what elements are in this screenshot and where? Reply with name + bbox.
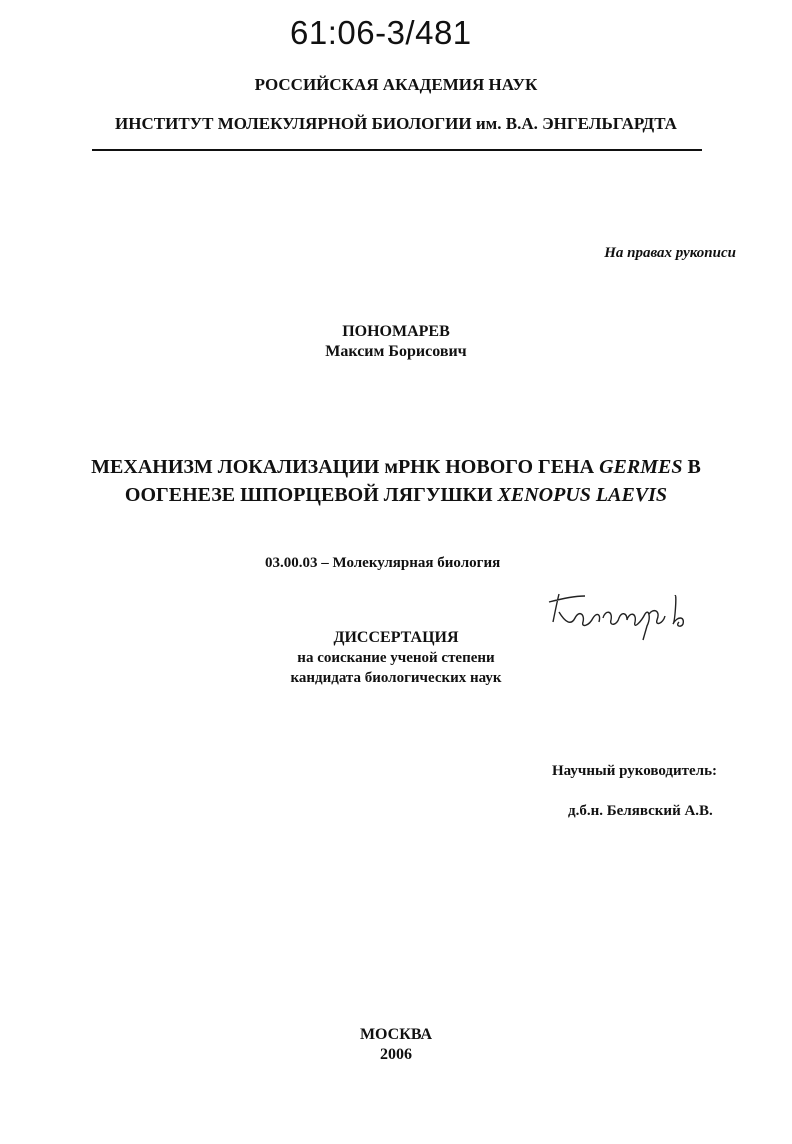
- title-text: В: [682, 456, 701, 478]
- title-text: ООГЕНЕЗЕ ШПОРЦЕВОЙ ЛЯГУШКИ: [124, 484, 498, 506]
- author-surname: ПОНОМАРЕВ: [342, 323, 450, 340]
- specialty: 03.00.03 – Молекулярная биология: [265, 555, 501, 571]
- gene-name: GERMES: [599, 456, 683, 478]
- title-text: МЕХАНИЗМ ЛОКАЛИЗАЦИИ мРНК НОВОГО ГЕНА: [91, 456, 600, 478]
- species-name: XENOPUS LAEVIS: [497, 484, 668, 506]
- title-line-2: [0, 481, 792, 509]
- supervisor-name: д.б.н. Белявский А.В.: [568, 803, 713, 819]
- degree-line-1: на соискание ученой степени: [297, 650, 495, 666]
- header-divider: [92, 149, 702, 151]
- supervisor-label: Научный руководитель:: [552, 763, 717, 779]
- rights-note: На правах рукописи: [604, 245, 736, 261]
- year: 2006: [380, 1046, 412, 1063]
- city: МОСКВА: [359, 1026, 433, 1043]
- institute-name: ИНСТИТУТ МОЛЕКУЛЯРНОЙ БИОЛОГИИ им. В.А. ЭНГЕЛЬГАРДТА: [115, 114, 677, 133]
- author-block: [0, 322, 792, 362]
- footer-block: [0, 1025, 792, 1065]
- dissertation-title: [0, 453, 792, 509]
- catalog-code: 61:06-3/481: [290, 14, 472, 51]
- title-line-1: [0, 453, 792, 481]
- degree-line-2: кандидата биологических наук: [290, 670, 502, 686]
- author-given-names: Максим Борисович: [325, 343, 467, 360]
- dissertation-heading: ДИССЕРТАЦИЯ: [333, 629, 459, 646]
- dissertation-block: [0, 628, 792, 688]
- academy-name: РОССИЙСКАЯ АКАДЕМИЯ НАУК: [254, 75, 538, 94]
